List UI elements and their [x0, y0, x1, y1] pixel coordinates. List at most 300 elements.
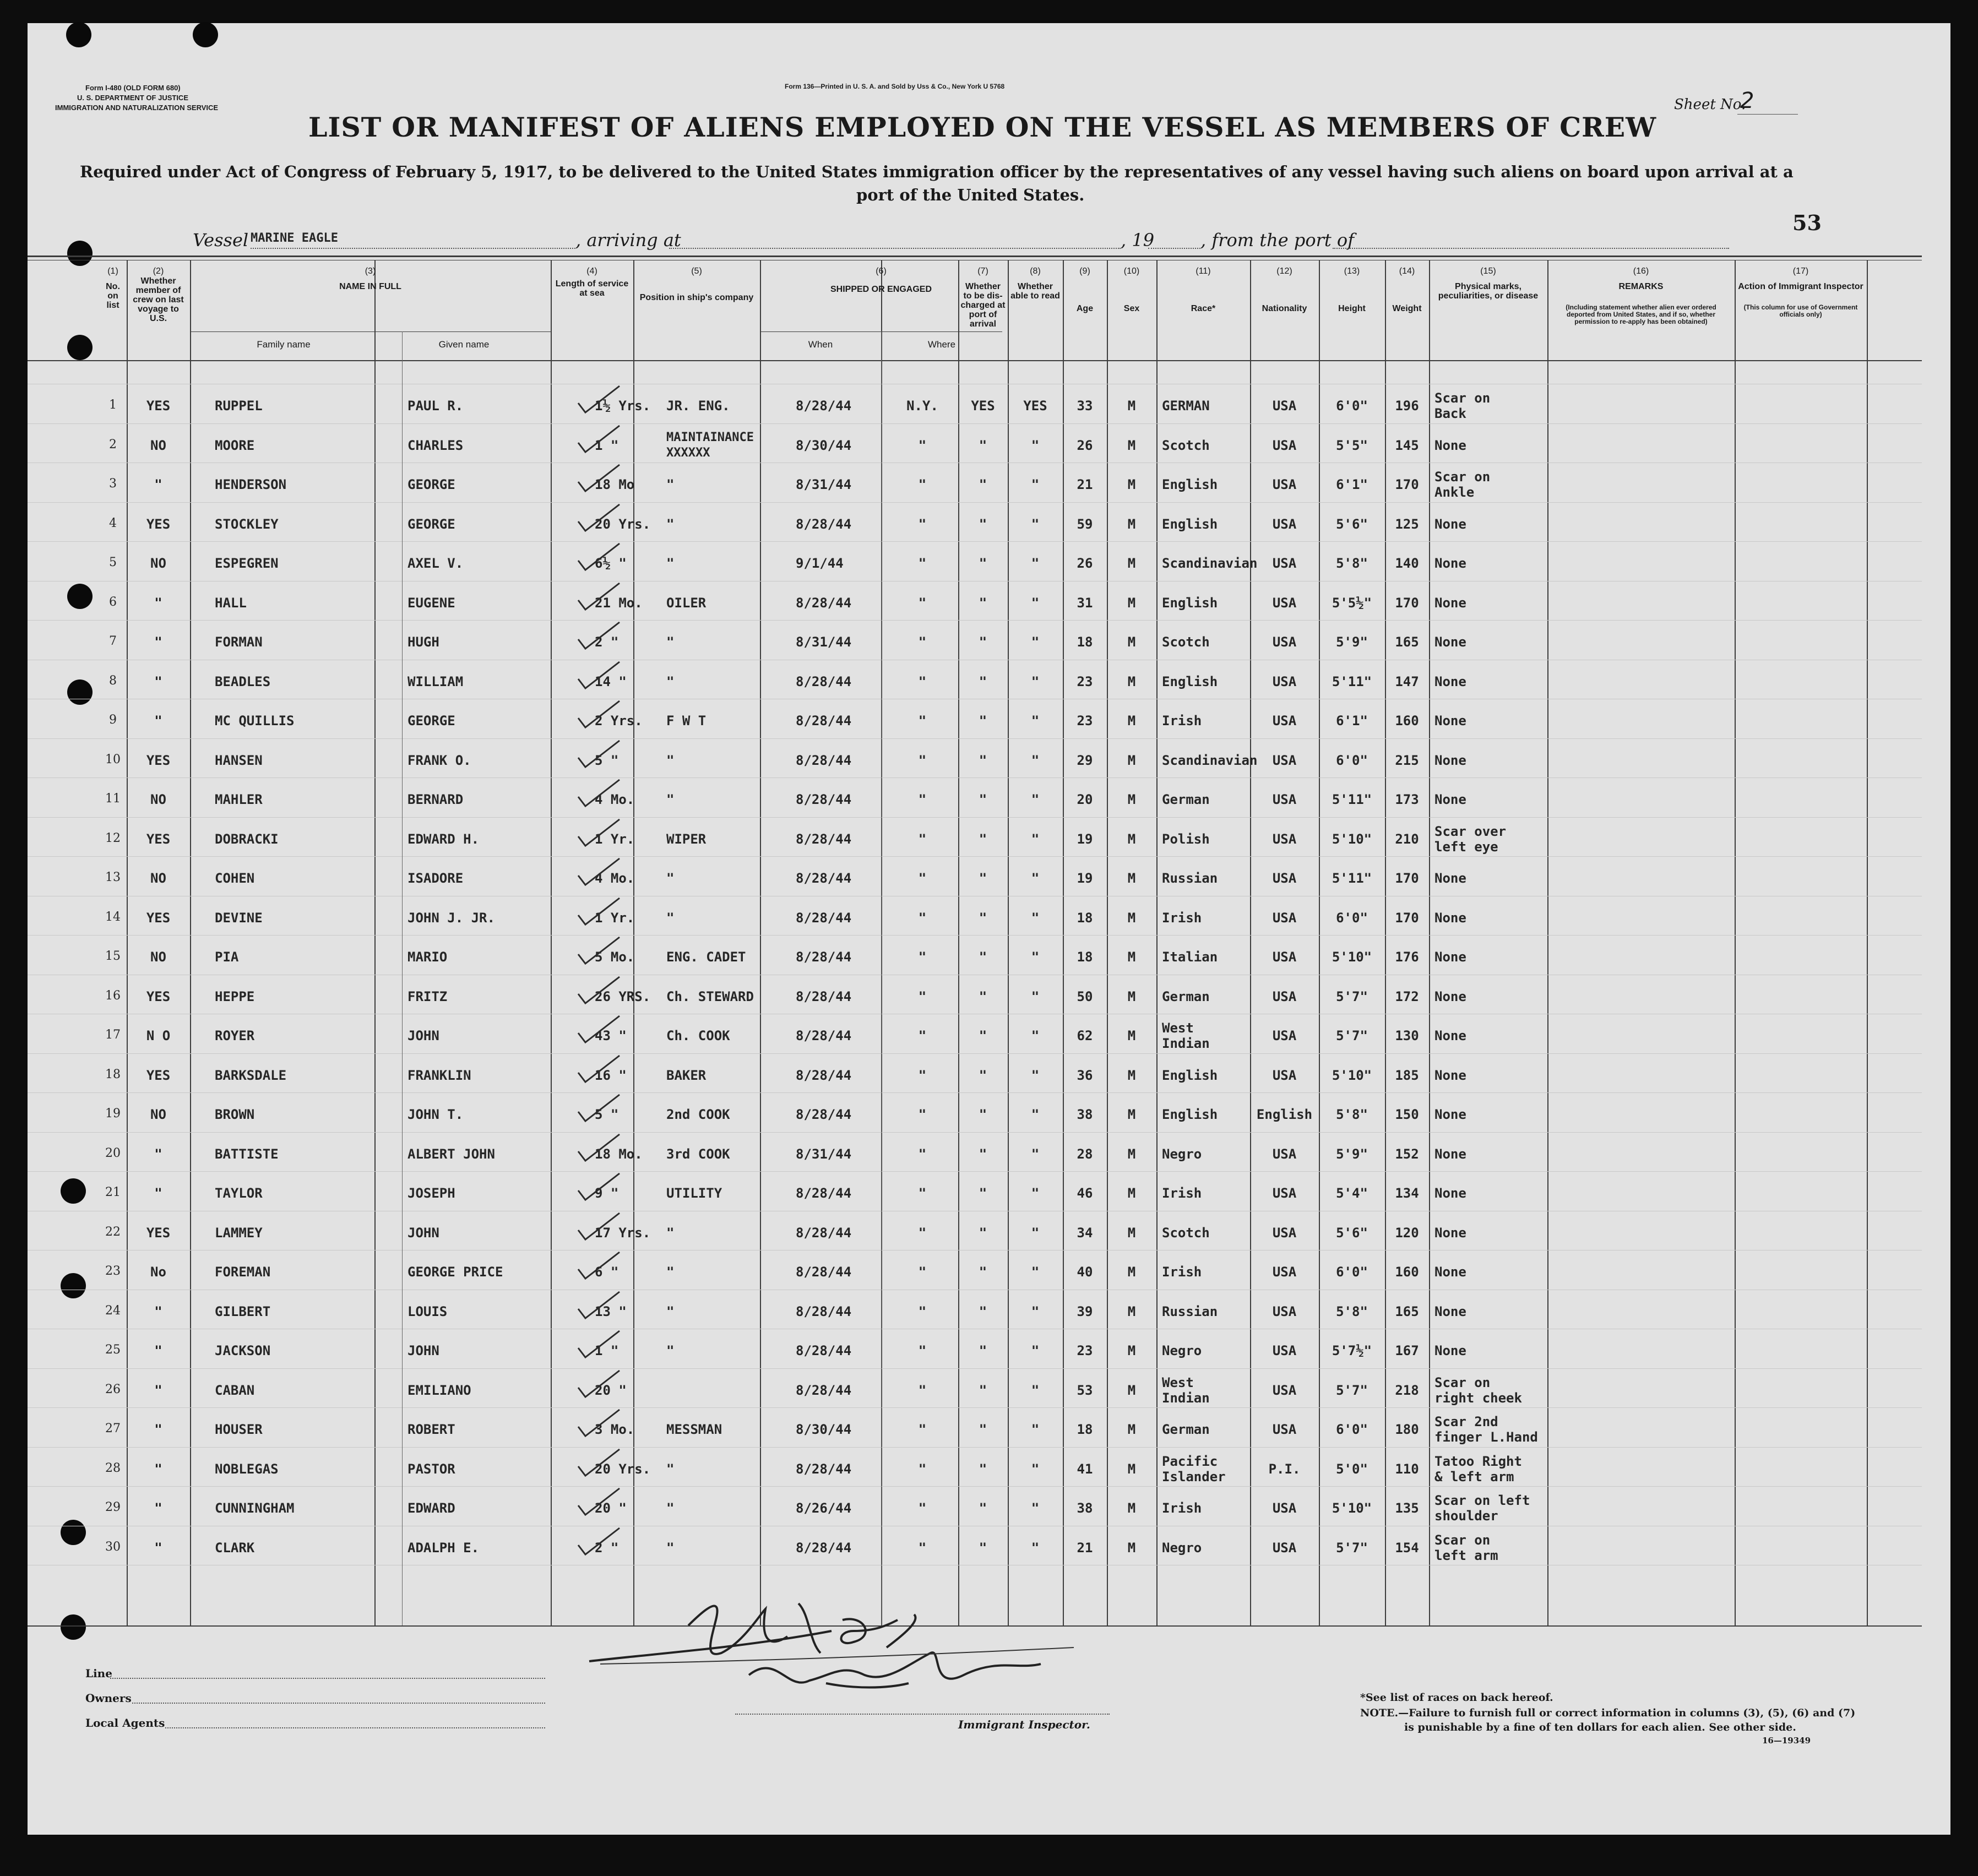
row-no: 18: [105, 1068, 121, 1081]
row-no: 25: [105, 1343, 121, 1357]
row-sex: M: [1127, 1028, 1136, 1043]
check-mark-icon: [575, 975, 625, 1008]
row-weight: 180: [1395, 1422, 1419, 1437]
row-service: 1 Yr.: [595, 910, 635, 926]
row-family: HEPPE: [215, 989, 255, 1004]
row-no: 9: [109, 713, 117, 727]
row-nat: USA: [1272, 1225, 1297, 1241]
column-number: (15): [1480, 267, 1496, 276]
name-subheader-rule: [190, 331, 551, 332]
row-service: 2 ": [595, 634, 619, 650]
row-no: 12: [105, 831, 121, 845]
row-age: 38: [1077, 1107, 1093, 1122]
column-number: (14): [1399, 267, 1415, 276]
row-height: 5'7": [1336, 989, 1368, 1004]
row-sex: M: [1127, 1383, 1136, 1398]
row-age: 53: [1077, 1383, 1093, 1398]
row-when: 8/28/44: [796, 792, 852, 807]
row-service: 5 Mo.: [595, 949, 635, 965]
check-mark-icon: [575, 777, 625, 811]
row-weight: 167: [1395, 1343, 1419, 1358]
column-number: (7): [977, 267, 988, 276]
row-race: Irish: [1162, 1500, 1202, 1516]
row-height: 5'7": [1336, 1383, 1368, 1398]
row-nat: USA: [1272, 871, 1297, 886]
row-family: BATTISTE: [215, 1146, 279, 1162]
row-marks: None: [1434, 910, 1466, 926]
vessel-name: MARINE EAGLE: [251, 231, 338, 245]
row-position: F W T: [666, 713, 707, 728]
row-race: Irish: [1162, 1186, 1202, 1201]
row-when: 8/28/44: [796, 910, 852, 926]
column-rule: [374, 260, 376, 1625]
row-given: EDWARD H.: [407, 831, 480, 847]
column-number: (8): [1030, 267, 1041, 276]
row-read: ": [1031, 1343, 1040, 1358]
row-nat: English: [1256, 1107, 1313, 1122]
row-race: English: [1162, 1107, 1218, 1122]
row-no: 14: [105, 910, 121, 924]
column-rule: [551, 260, 552, 1625]
check-mark-icon: [575, 856, 625, 889]
row-family: DEVINE: [215, 910, 263, 926]
row-no: 15: [105, 949, 121, 963]
row-when: 8/28/44: [796, 1028, 852, 1043]
row-discharged: ": [979, 516, 987, 532]
row-discharged: ": [979, 1500, 987, 1516]
row-given: JOHN: [407, 1028, 439, 1043]
row-prev: N O: [146, 1028, 171, 1043]
row-rule: [28, 935, 1922, 936]
row-sex: M: [1127, 831, 1136, 847]
row-marks: None: [1434, 1264, 1466, 1280]
column-rule: [760, 260, 761, 1625]
row-rule: [28, 1407, 1922, 1408]
row-weight: 145: [1395, 438, 1419, 453]
row-age: 50: [1077, 989, 1093, 1004]
row-when: 8/28/44: [796, 1264, 852, 1280]
row-no: 8: [109, 674, 117, 688]
row-position: ": [666, 792, 675, 807]
row-when: 9/1/44: [796, 556, 844, 571]
row-weight: 110: [1395, 1461, 1419, 1477]
row-family: CLARK: [215, 1540, 255, 1556]
row-weight: 154: [1395, 1540, 1419, 1556]
row-given: PAUL R.: [407, 398, 464, 414]
row-height: 5'10": [1332, 1068, 1372, 1083]
row-given: GEORGE PRICE: [407, 1264, 503, 1280]
row-read: ": [1031, 1146, 1040, 1162]
row-sex: M: [1127, 1540, 1136, 1556]
row-marks: None: [1434, 1225, 1466, 1241]
row-race: Negro: [1162, 1146, 1202, 1162]
row-sex: M: [1127, 949, 1136, 965]
row-no: 28: [105, 1461, 121, 1475]
row-weight: 165: [1395, 634, 1419, 650]
immigrant-inspector-label: Immigrant Inspector.: [958, 1718, 1090, 1731]
row-family: CABAN: [215, 1383, 255, 1398]
local-agents-label: Local Agents: [85, 1716, 165, 1730]
check-mark-icon: [575, 660, 625, 693]
row-height: 5'8": [1336, 556, 1368, 571]
column-rule: [1319, 260, 1320, 1625]
row-weight: 135: [1395, 1500, 1419, 1516]
row-prev: ": [154, 1422, 162, 1437]
row-read: ": [1031, 1225, 1040, 1241]
check-mark-icon: [575, 463, 625, 496]
row-discharged: ": [979, 989, 987, 1004]
row-when: 8/26/44: [796, 1500, 852, 1516]
row-sex: M: [1127, 634, 1136, 650]
row-height: 6'0": [1336, 1422, 1368, 1437]
manifest-sheet: [28, 23, 1950, 1835]
row-nat: USA: [1272, 1343, 1297, 1358]
row-age: 62: [1077, 1028, 1093, 1043]
row-rule: [28, 1486, 1922, 1487]
row-service: 1½ Yrs.: [595, 398, 651, 414]
row-weight: 160: [1395, 1264, 1419, 1280]
row-marks: Scar over left eye: [1434, 824, 1507, 855]
column-header: REMARKS: [1618, 282, 1664, 291]
row-nat: P.I.: [1268, 1461, 1301, 1477]
row-discharged: ": [979, 1225, 987, 1241]
column-header-note: (This column for use of Government officials only): [1743, 303, 1858, 318]
column-rule: [1008, 260, 1009, 1625]
row-sex: M: [1127, 556, 1136, 571]
check-mark-icon: [575, 620, 625, 653]
row-nat: USA: [1272, 1146, 1297, 1162]
row-discharged: ": [979, 831, 987, 847]
row-marks: None: [1434, 438, 1466, 453]
row-discharged: ": [979, 910, 987, 926]
row-height: 6'0": [1336, 910, 1368, 926]
row-when: 8/28/44: [796, 1107, 852, 1122]
row-given: FRANK O.: [407, 753, 471, 768]
row-weight: 172: [1395, 989, 1419, 1004]
row-no: 2: [109, 438, 117, 452]
row-nat: USA: [1272, 831, 1297, 847]
row-family: MC QUILLIS: [215, 713, 295, 728]
check-mark-icon: [575, 384, 625, 417]
row-family: STOCKLEY: [215, 516, 279, 532]
row-no: 24: [105, 1304, 121, 1318]
check-mark-icon: [575, 1053, 625, 1086]
row-service: 20 Yrs.: [595, 516, 651, 532]
row-age: 18: [1077, 910, 1093, 926]
row-discharged: ": [979, 438, 987, 453]
column-header: Length of service at sea: [555, 279, 629, 298]
row-where: ": [918, 1422, 927, 1437]
row-read: ": [1031, 1186, 1040, 1201]
row-service: 43 ": [595, 1028, 627, 1043]
row-when: 8/28/44: [796, 1304, 852, 1319]
row-height: 6'0": [1336, 1264, 1368, 1280]
row-prev: NO: [150, 1107, 166, 1122]
row-prev: NO: [150, 871, 166, 886]
row-marks: None: [1434, 1107, 1466, 1122]
row-position: ": [666, 477, 675, 492]
row-sex: M: [1127, 713, 1136, 728]
row-when: 8/28/44: [796, 831, 852, 847]
row-position: ": [666, 556, 675, 571]
row-given: WILLIAM: [407, 674, 464, 689]
table-top-rule: [28, 255, 1922, 257]
subheader-where: Where: [927, 339, 956, 350]
owners-label: Owners: [85, 1692, 132, 1705]
row-nat: USA: [1272, 1540, 1297, 1556]
row-position: ": [666, 871, 675, 886]
row-family: PIA: [215, 949, 239, 965]
row-age: 20: [1077, 792, 1093, 807]
row-where: ": [918, 1461, 927, 1477]
row-age: 26: [1077, 438, 1093, 453]
row-rule: [28, 1368, 1922, 1369]
row-marks: None: [1434, 1146, 1466, 1162]
row-prev: NO: [150, 556, 166, 571]
row-rule: [28, 1053, 1922, 1054]
row-given: FRITZ: [407, 989, 448, 1004]
column-number: (2): [153, 267, 164, 276]
row-age: 40: [1077, 1264, 1093, 1280]
check-mark-icon: [575, 1368, 625, 1401]
row-prev: YES: [146, 753, 171, 768]
row-where: ": [918, 989, 927, 1004]
row-prev: NO: [150, 792, 166, 807]
row-discharged: YES: [971, 398, 995, 414]
row-where: ": [918, 871, 927, 886]
row-age: 41: [1077, 1461, 1093, 1477]
row-weight: 140: [1395, 556, 1419, 571]
column-header: Weight: [1392, 304, 1422, 313]
column-number: (12): [1276, 267, 1292, 276]
row-where: ": [918, 1264, 927, 1280]
row-no: 20: [105, 1146, 121, 1160]
row-marks: None: [1434, 753, 1466, 768]
row-discharged: ": [979, 949, 987, 965]
row-sex: M: [1127, 792, 1136, 807]
row-service: 1 Yr.: [595, 831, 635, 847]
manifest-subtitle-line2: port of the United States.: [856, 186, 1085, 204]
row-prev: ": [154, 674, 162, 689]
column-number: (4): [586, 267, 597, 276]
row-given: ROBERT: [407, 1422, 455, 1437]
form-number: Form I-480 (OLD FORM 680): [85, 84, 181, 92]
row-race: Scotch: [1162, 634, 1210, 650]
row-rule: [28, 1092, 1922, 1093]
row-read: ": [1031, 871, 1040, 886]
row-position: ENG. CADET: [666, 949, 746, 965]
row-service: 20 Yrs.: [595, 1461, 651, 1477]
row-rule: [28, 856, 1922, 857]
row-service: 5 ": [595, 1107, 619, 1122]
row-age: 26: [1077, 556, 1093, 571]
row-family: JACKSON: [215, 1343, 271, 1358]
row-no: 3: [109, 477, 117, 491]
row-marks: None: [1434, 949, 1466, 965]
row-weight: 215: [1395, 753, 1419, 768]
row-read: ": [1031, 477, 1040, 492]
row-prev: NO: [150, 438, 166, 453]
row-prev: ": [154, 713, 162, 728]
row-nat: USA: [1272, 989, 1297, 1004]
row-no: 11: [105, 792, 121, 806]
row-prev: ": [154, 1146, 162, 1162]
row-given: CHARLES: [407, 438, 464, 453]
row-given: LOUIS: [407, 1304, 448, 1319]
check-mark-icon: [575, 1526, 625, 1559]
column-header: Height: [1338, 304, 1366, 313]
row-nat: USA: [1272, 398, 1297, 414]
column-header: No. on list: [106, 282, 120, 310]
row-height: 5'4": [1336, 1186, 1368, 1201]
row-position: JR. ENG.: [666, 398, 730, 414]
check-mark-icon: [575, 699, 625, 732]
row-read: ": [1031, 1383, 1040, 1398]
column-number: (9): [1079, 267, 1090, 276]
row-read: ": [1031, 753, 1040, 768]
row-given: ISADORE: [407, 871, 464, 886]
row-discharged: ": [979, 595, 987, 611]
column-header: Sex: [1123, 304, 1140, 313]
row-weight: 173: [1395, 792, 1419, 807]
check-mark-icon: [575, 581, 625, 614]
check-mark-icon: [575, 1171, 625, 1204]
row-when: 8/28/44: [796, 1383, 852, 1398]
row-no: 19: [105, 1107, 121, 1121]
row-given: JOHN: [407, 1343, 439, 1358]
row-when: 8/28/44: [796, 516, 852, 532]
row-rule: [28, 1447, 1922, 1448]
row-when: 8/30/44: [796, 1422, 852, 1437]
row-service: 3 Mo.: [595, 1422, 635, 1437]
row-where: ": [918, 949, 927, 965]
row-discharged: ": [979, 792, 987, 807]
row-marks: None: [1434, 516, 1466, 532]
row-race: Russian: [1162, 1304, 1218, 1319]
row-where: ": [918, 595, 927, 611]
column-number: (17): [1792, 267, 1809, 276]
row-race: Scotch: [1162, 438, 1210, 453]
row-where: ": [918, 1186, 927, 1201]
printer-note: Form 136—Printed in U. S. A. and Sold by Uss & Co., New York U 5768: [785, 83, 1005, 90]
page-number: 53: [1792, 210, 1822, 235]
column-rule: [1385, 260, 1386, 1625]
row-age: 18: [1077, 634, 1093, 650]
row-prev: YES: [146, 831, 171, 847]
row-service: 6 ": [595, 1264, 619, 1280]
row-where: ": [918, 516, 927, 532]
row-race: GERMAN: [1162, 398, 1210, 414]
row-nat: USA: [1272, 713, 1297, 728]
row-service: 2 ": [595, 1540, 619, 1556]
row-sex: M: [1127, 1304, 1136, 1319]
row-read: ": [1031, 1422, 1040, 1437]
row-height: 6'1": [1336, 713, 1368, 728]
row-when: 8/31/44: [796, 634, 852, 650]
row-sex: M: [1127, 674, 1136, 689]
row-position: ": [666, 1304, 675, 1319]
row-weight: 120: [1395, 1225, 1419, 1241]
row-sex: M: [1127, 910, 1136, 926]
row-given: PASTOR: [407, 1461, 455, 1477]
column-rule: [402, 331, 403, 1625]
row-where: ": [918, 1304, 927, 1319]
row-sex: M: [1127, 1186, 1136, 1201]
row-weight: 134: [1395, 1186, 1419, 1201]
row-position: ": [666, 1500, 675, 1516]
row-prev: YES: [146, 398, 171, 414]
arriving-label: , arriving at: [575, 230, 681, 251]
row-marks: None: [1434, 634, 1466, 650]
row-family: BROWN: [215, 1107, 255, 1122]
row-sex: M: [1127, 1343, 1136, 1358]
row-where: ": [918, 556, 927, 571]
row-race: Irish: [1162, 1264, 1202, 1280]
row-race: German: [1162, 792, 1210, 807]
check-mark-icon: [575, 896, 625, 929]
check-mark-icon: [575, 1014, 625, 1047]
column-number: (13): [1344, 267, 1360, 276]
row-position: ": [666, 634, 675, 650]
column-rule: [1250, 260, 1251, 1625]
row-service: 20 ": [595, 1500, 627, 1516]
row-discharged: ": [979, 871, 987, 886]
row-when: 8/28/44: [796, 674, 852, 689]
row-where: ": [918, 792, 927, 807]
row-discharged: ": [979, 1383, 987, 1398]
row-sex: M: [1127, 438, 1136, 453]
row-age: 59: [1077, 516, 1093, 532]
column-header: Nationality: [1262, 304, 1307, 313]
row-service: 1 ": [595, 1343, 619, 1358]
row-nat: USA: [1272, 753, 1297, 768]
header-bottom-rule: [28, 360, 1922, 361]
row-height: 5'0": [1336, 1461, 1368, 1477]
row-nat: USA: [1272, 595, 1297, 611]
row-race: Scotch: [1162, 1225, 1210, 1241]
column-rule: [1735, 260, 1736, 1625]
row-race: Irish: [1162, 910, 1202, 926]
row-when: 8/28/44: [796, 1225, 852, 1241]
row-read: ": [1031, 989, 1040, 1004]
row-given: ALBERT JOHN: [407, 1146, 495, 1162]
row-discharged: ": [979, 1422, 987, 1437]
row-when: 8/28/44: [796, 1186, 852, 1201]
row-discharged: ": [979, 1343, 987, 1358]
row-rule: [28, 738, 1922, 739]
column-rule: [958, 260, 959, 1625]
manifest-title: LIST OR MANIFEST OF ALIENS EMPLOYED ON THE VESSEL AS MEMBERS OF CREW: [308, 111, 1657, 143]
column-header: Whether able to read: [1010, 282, 1060, 301]
row-race: Scandinavian: [1162, 753, 1258, 768]
row-no: 13: [105, 871, 121, 884]
row-sex: M: [1127, 477, 1136, 492]
row-age: 21: [1077, 477, 1093, 492]
row-no: 17: [105, 1028, 121, 1042]
row-given: MARIO: [407, 949, 448, 965]
row-marks: None: [1434, 1068, 1466, 1083]
row-height: 5'8": [1336, 1304, 1368, 1319]
column-header: Race*: [1191, 304, 1216, 313]
row-family: FOREMAN: [215, 1264, 271, 1280]
row-where: ": [918, 910, 927, 926]
row-rule: [28, 1132, 1922, 1133]
row-sex: M: [1127, 871, 1136, 886]
row-sex: M: [1127, 1225, 1136, 1241]
row-sex: M: [1127, 1264, 1136, 1280]
row-prev: ": [154, 595, 162, 611]
row-height: 6'1": [1336, 477, 1368, 492]
